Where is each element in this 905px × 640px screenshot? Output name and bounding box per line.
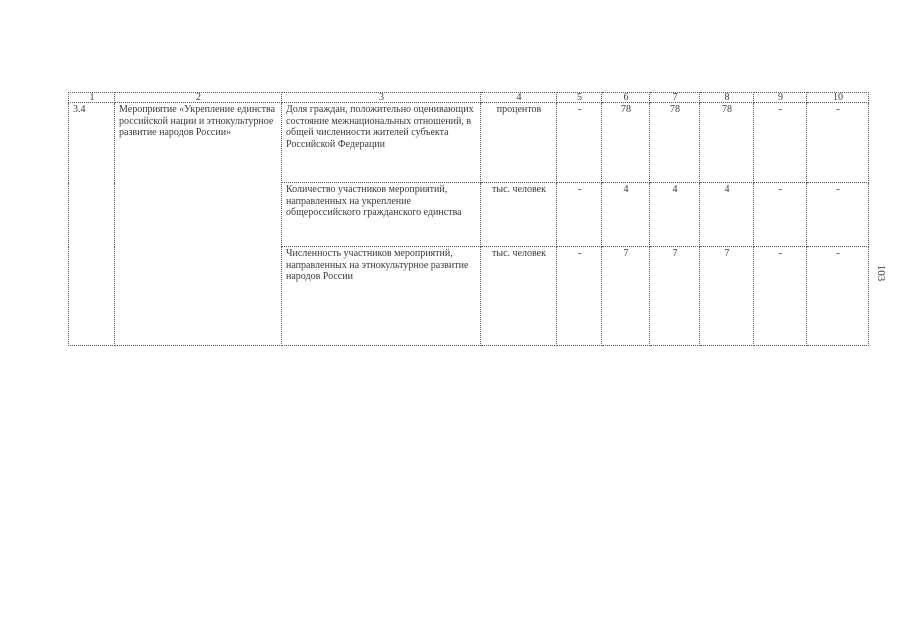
header-cell: 9 [754, 93, 807, 103]
header-cell: 6 [602, 93, 650, 103]
value-cell: - [754, 247, 807, 346]
value-cell: 7 [650, 247, 700, 346]
table-row [69, 103, 869, 183]
value-cell: - [807, 183, 869, 247]
value-cell: 78 [650, 103, 700, 183]
unit-cell: тыс. человек [481, 183, 557, 247]
header-cell: 5 [557, 93, 602, 103]
value-cell: - [557, 183, 602, 247]
value-cell: - [807, 247, 869, 346]
header-cell: 10 [807, 93, 869, 103]
value-cell: - [754, 103, 807, 183]
header-cell: 4 [481, 93, 557, 103]
value-cell: 78 [700, 103, 754, 183]
page-number: 103 [875, 264, 887, 282]
value-cell: 7 [700, 247, 754, 346]
value-cell: - [557, 103, 602, 183]
indicator-cell: Численность участников мероприятий, направленных на этнокультурное развитие народов России [282, 247, 481, 346]
row-number-cell: 3.4 [69, 103, 115, 346]
header-cell: 1 [69, 93, 115, 103]
value-cell: 7 [602, 247, 650, 346]
value-cell: - [807, 103, 869, 183]
value-cell: 4 [650, 183, 700, 247]
header-cell: 7 [650, 93, 700, 103]
value-cell: 4 [700, 183, 754, 247]
value-cell: 78 [602, 103, 650, 183]
header-cell: 3 [282, 93, 481, 103]
value-cell: 4 [602, 183, 650, 247]
event-name-cell: Мероприятие «Укрепление единства российской нации и этнокультурное развитие народов России» [115, 103, 282, 346]
unit-cell: тыс. человек [481, 247, 557, 346]
value-cell: - [557, 247, 602, 346]
unit-cell: процентов [481, 103, 557, 183]
indicator-cell: Количество участников мероприятий, направленных на укрепление общероссийского гражданского единства [282, 183, 481, 247]
header-cell: 8 [700, 93, 754, 103]
table-header-row [69, 93, 869, 103]
value-cell: - [754, 183, 807, 247]
header-cell: 2 [115, 93, 282, 103]
indicator-cell: Доля граждан, положительно оценивающих состояние межнациональных отношений, в общей численности жителей субъекта Российской Федерации [282, 103, 481, 183]
indicators-table [68, 92, 869, 346]
